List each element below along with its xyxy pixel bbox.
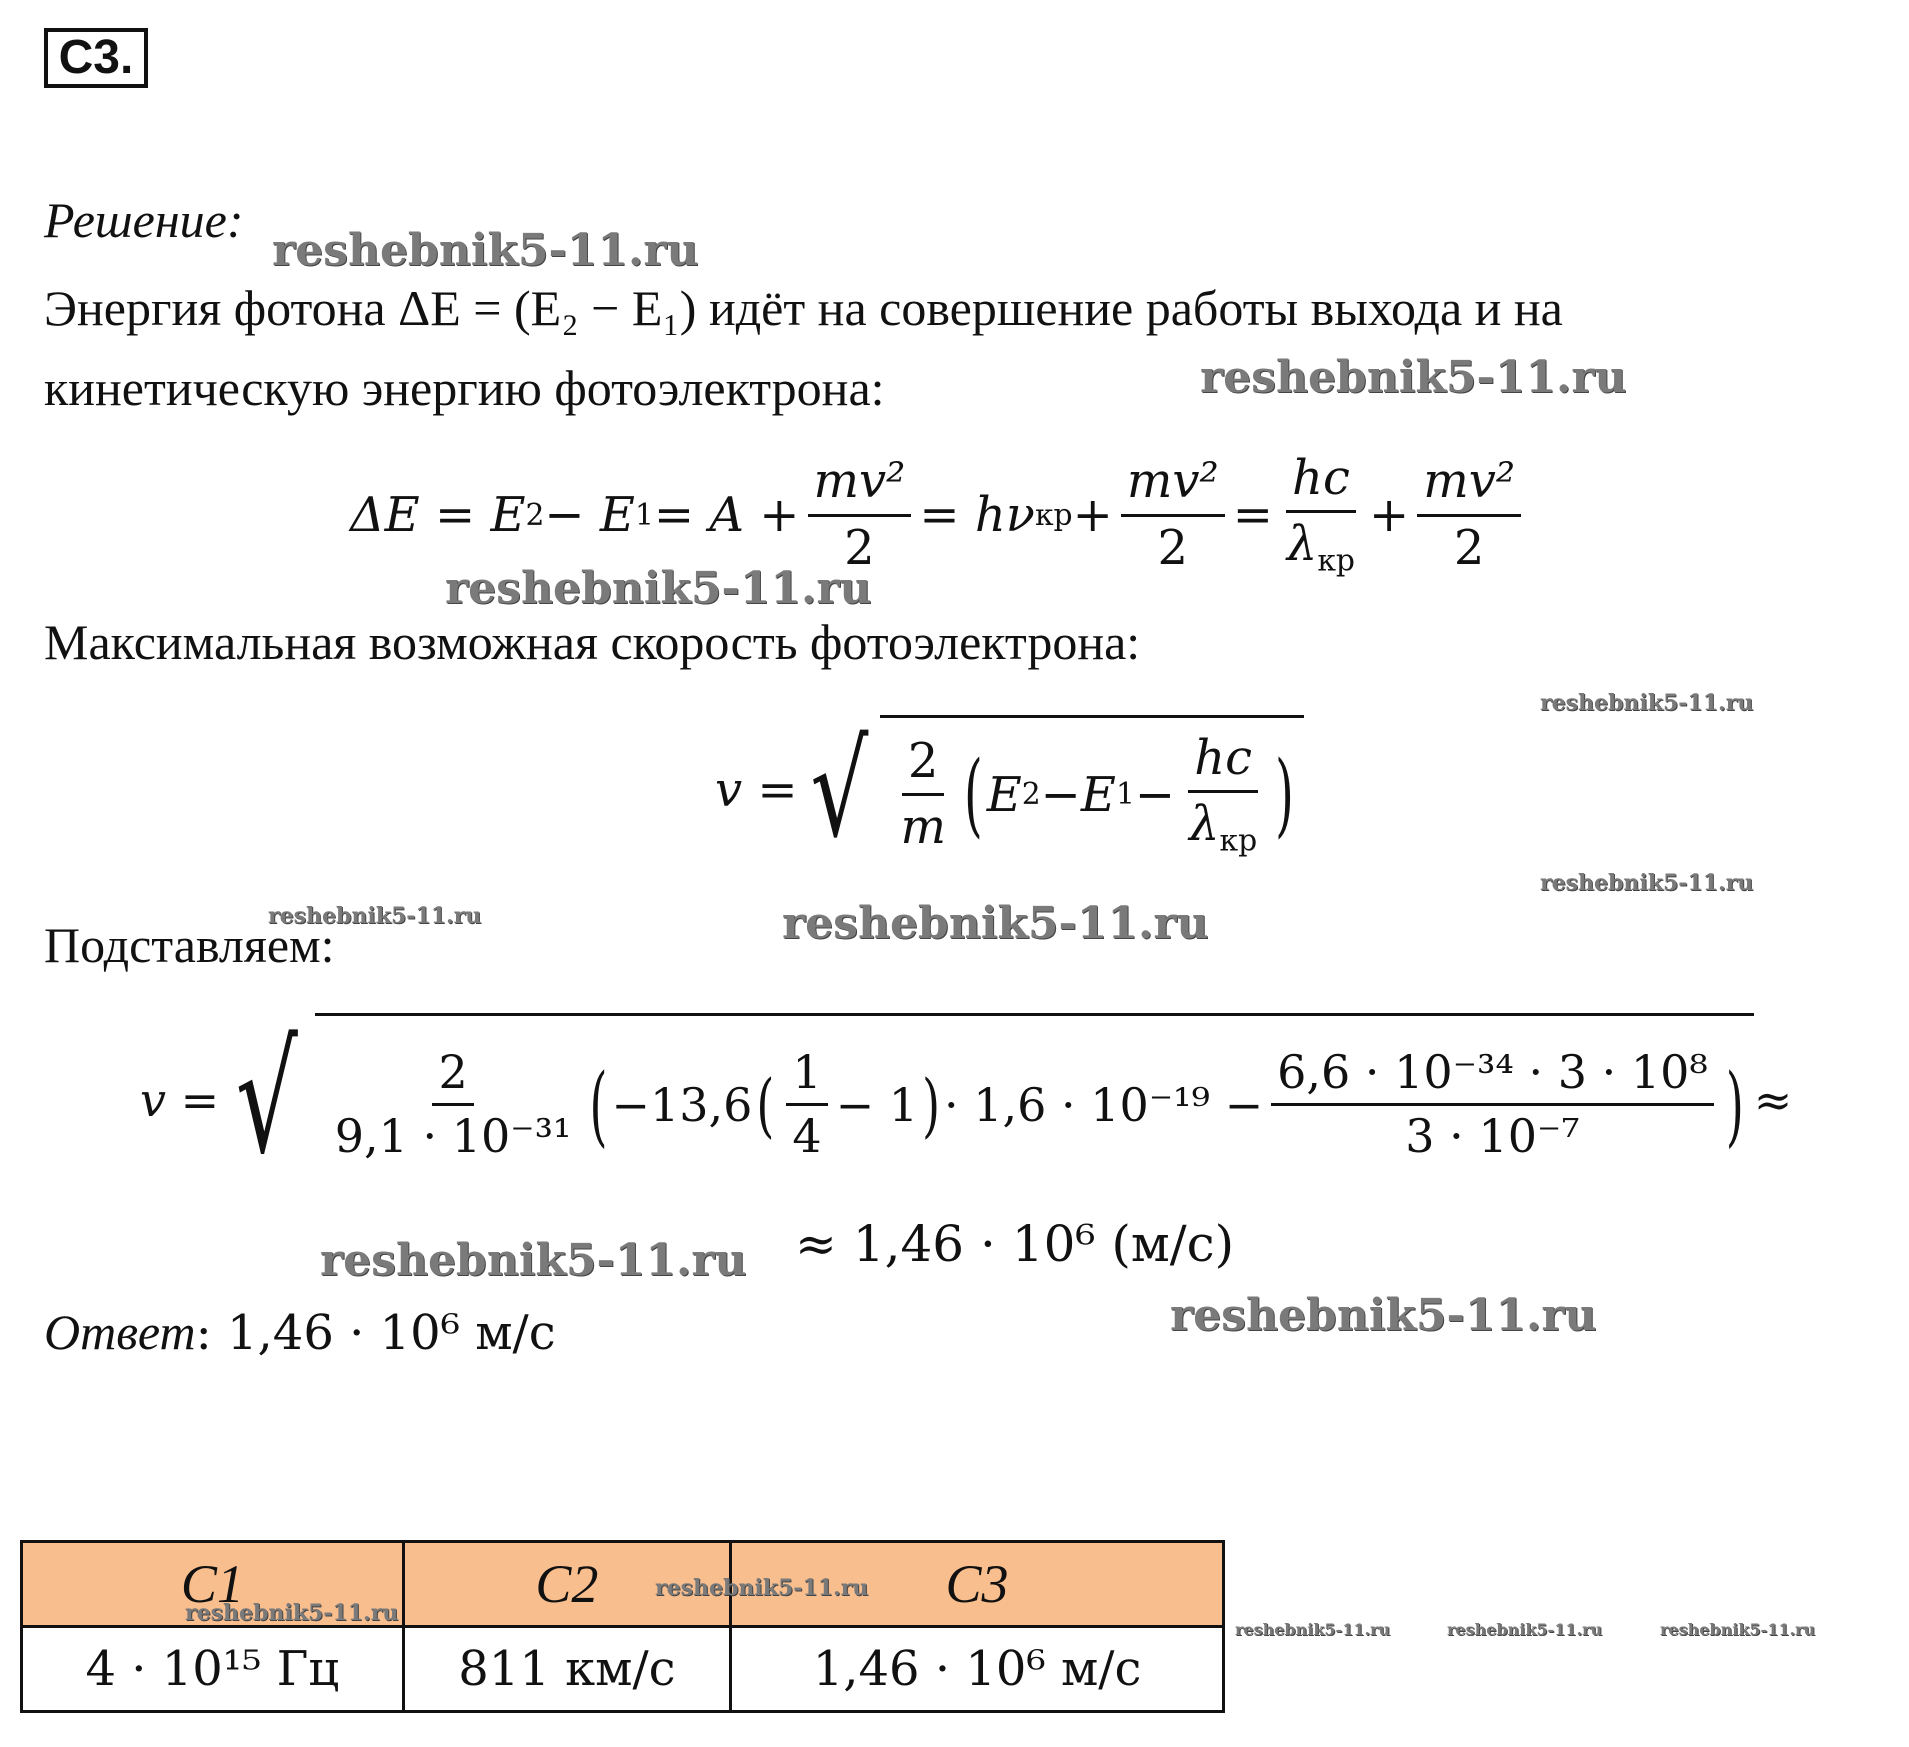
fraction-2-over-mass [329, 1046, 578, 1163]
eq1-sub2: 2 [525, 497, 545, 533]
eq3-part1: −13,6 [611, 1077, 753, 1132]
eq1-kr-sub: кр [1034, 497, 1073, 533]
sqrt-radicand: $\frac{2}{\text{9,1 · 10⁻³¹}}$ ( −13,6 ( $\frac{1}{4}$ − 1 ) · 1,6 · 10⁻¹⁹ − $\frac{\text{6,6 · 10⁻³⁴ · 3 · 10⁸}}{\text{3 · 10⁻⁷}}$ ) [315, 1013, 1754, 1188]
fraction-den: 4 [792, 1109, 822, 1163]
fraction-num: mv² [1417, 454, 1521, 516]
watermark: reshebnik5-11.ru [1540, 690, 1754, 716]
eq1-plus: + [1072, 487, 1113, 543]
watermark: reshebnik5-11.ru [1200, 352, 1627, 403]
header-c2: C2 [403, 1542, 730, 1627]
solution-heading: Решение: [44, 192, 244, 248]
fraction-den: 2 [844, 519, 875, 576]
header-c3: C3 [731, 1542, 1224, 1627]
value-c2: 811 км/с [403, 1627, 730, 1712]
fraction-den: 2 [1157, 519, 1189, 576]
fraction-den: m [900, 799, 946, 855]
watermark: reshebnik5-11.ru [1540, 870, 1754, 896]
fraction-den: 3 · 10⁻⁷ [1405, 1109, 1580, 1163]
eq2-e1: E [1080, 766, 1116, 823]
eq3-lhs: v = [140, 1073, 220, 1127]
answers-value-row [22, 1627, 1224, 1712]
fraction-num: 2 [432, 1046, 473, 1106]
watermark: reshebnik5-11.ru [272, 225, 699, 276]
watermark: reshebnik5-11.ru [320, 1235, 747, 1286]
watermark: reshebnik5-11.ru [268, 903, 482, 929]
paragraph-substitute: Подставляем: [44, 917, 335, 973]
eq1-eq: = [1232, 487, 1273, 543]
value-c1: 4 · 10¹⁵ Гц [22, 1627, 404, 1712]
sqrt-sign: √ $\frac{2}{m}$ ( E 2 − E 1 − $\frac{hc}{\lambda_{кр}}$ ) [798, 715, 1304, 865]
watermark: reshebnik5-11.ru [185, 1600, 399, 1626]
paragraph-photon-energy-line2: кинетическую энергию фотоэлектрона: [44, 360, 885, 416]
fraction-mv2-over-2 [808, 454, 912, 575]
problem-label: С3. [44, 28, 148, 88]
sqrt-radicand: $\frac{2}{m}$ ( E 2 − E 1 − $\frac{hc}{\lambda_{кр}}$ ) [880, 715, 1303, 865]
fraction-num: mv² [1121, 454, 1225, 516]
fraction-mv2-over-2-third [1417, 454, 1521, 575]
eq1-lhs: ΔE = E [350, 487, 526, 543]
fraction-num: hc [1286, 451, 1356, 513]
fraction-hc-numeric [1271, 1046, 1714, 1163]
fraction-den: 9,1 · 10⁻³¹ [334, 1109, 572, 1163]
equation-substitution [140, 1000, 1792, 1200]
eq2-minus2: − [1134, 766, 1176, 823]
watermark: reshebnik5-11.ru [1170, 1290, 1597, 1341]
fraction-hc-over-lambda [1281, 451, 1361, 579]
answer-label: Ответ [44, 1304, 196, 1360]
answers-table [20, 1540, 1225, 1713]
fraction-num: 2 [902, 734, 945, 796]
watermark: reshebnik5-11.ru [1235, 1620, 1391, 1639]
fraction-den: 2 [1453, 519, 1485, 576]
result-line: ≈ 1,46 · 10⁶ (м/с) [795, 1215, 1235, 1273]
eq3-part2: · 1,6 · 10⁻¹⁹ − [944, 1077, 1264, 1132]
fraction-num: hc [1188, 731, 1258, 793]
eq3-approx: ≈ [1753, 1073, 1793, 1127]
fraction-mv2-over-2-second [1121, 454, 1225, 575]
watermark: reshebnik5-11.ru [782, 898, 1209, 949]
kr-sub: кр [1219, 823, 1258, 859]
lambda: λ [1286, 516, 1318, 573]
eq2-lhs: v = [715, 762, 798, 818]
watermark: reshebnik5-11.ru [1660, 1620, 1816, 1639]
eq2-minus: − [1040, 766, 1081, 823]
fraction-num: 1 [786, 1046, 827, 1106]
sqrt-sign: √ $\frac{2}{\text{9,1 · 10⁻³¹}}$ ( −13,6 ( $\frac{1}{4}$ − 1 ) · 1,6 · 10⁻¹⁹ − $\frac{\text{6,6 · 10⁻³⁴ · 3 · 10⁸}}{\text{3 · 10⁻⁷}}$ ) [219, 1013, 1754, 1188]
fraction-2-over-m [894, 734, 952, 855]
eq3-minus-one: − 1 [835, 1077, 919, 1132]
eq1-h-nu: = hν [919, 487, 1035, 543]
eq2-sub2: 2 [1021, 777, 1041, 812]
watermark: reshebnik5-11.ru [1447, 1620, 1603, 1639]
eq1-minus: − E [544, 487, 635, 543]
fraction-num: mv² [808, 454, 912, 516]
answer-line [44, 1302, 556, 1363]
lambda: λ [1189, 795, 1220, 852]
equation-speed-formula [715, 700, 1304, 880]
fraction-one-quarter [786, 1046, 827, 1163]
fraction-hc-over-lambda-kr [1183, 731, 1263, 859]
header-c1: C1 [22, 1542, 404, 1627]
eq1-sub1: 1 [634, 497, 654, 533]
eq2-sub1: 1 [1115, 777, 1135, 812]
eq2-e2: E [986, 766, 1022, 823]
fraction-num: 6,6 · 10⁻³⁴ · 3 · 10⁸ [1271, 1046, 1714, 1106]
answer-value: : 1,46 · 10⁶ м/с [195, 1305, 556, 1361]
value-c3: 1,46 · 10⁶ м/с [731, 1627, 1224, 1712]
eq1-eqA: = A + [653, 487, 800, 543]
watermark: reshebnik5-11.ru [445, 563, 872, 614]
paragraph-max-speed: Максимальная возможная скорость фотоэлектрона: [44, 614, 1141, 670]
kr-sub: кр [1317, 543, 1355, 579]
watermark: reshebnik5-11.ru [655, 1575, 869, 1601]
paragraph-photon-energy-line1: Энергия фотона ΔE = (E₂ − E₁) идёт на совершение работы выхода и на [44, 280, 1563, 336]
eq1-plus2: + [1368, 487, 1410, 543]
